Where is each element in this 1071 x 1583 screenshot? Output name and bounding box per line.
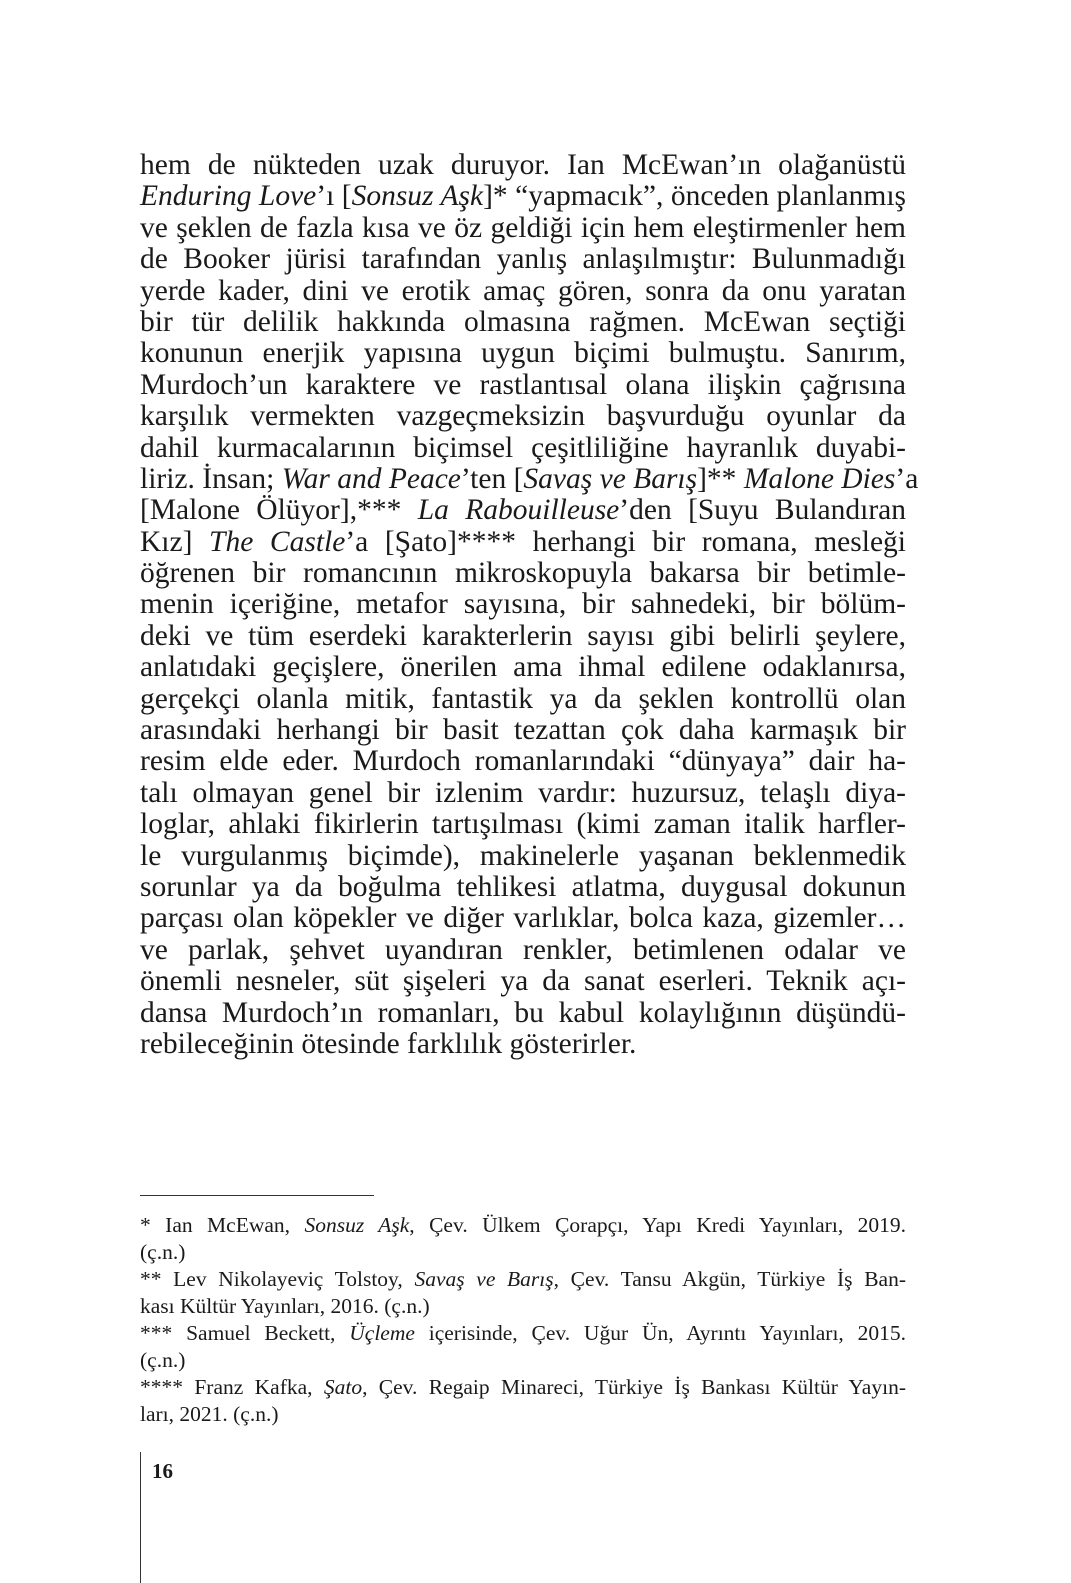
body-line xyxy=(140,1029,906,1060)
body-line xyxy=(140,903,906,934)
footnote-line xyxy=(140,1293,906,1320)
body-line xyxy=(140,462,919,495)
text-run: konunun enerjik yapısına uygun biçimi bulmuştu. Sanırım, xyxy=(140,337,906,370)
italic-title: Enduring Love xyxy=(140,180,317,213)
footnote-line xyxy=(140,1374,906,1401)
text-run: , Çev. Regaip Minareci, Türkiye İş Bankası Kültür Yayın- xyxy=(362,1375,906,1399)
body-line xyxy=(140,370,906,401)
body-line xyxy=(140,746,906,777)
body-line xyxy=(140,213,906,244)
text-run: ve şeklen de fazla kısa ve öz geldiği için hem eleştirmenler hem xyxy=(140,211,906,244)
body-line xyxy=(140,652,906,683)
text-run: liriz. İnsan; xyxy=(140,462,282,495)
footnote-line xyxy=(140,1320,906,1347)
text-run: önemli nesneler, süt şişeleri ya da sanat eserleri. Teknik açı- xyxy=(140,965,906,998)
text-run: rebileceğinin ötesinde farklılık gösterirler. xyxy=(140,1027,637,1060)
body-line xyxy=(140,181,906,212)
text-run: (ç.n.) xyxy=(140,1240,186,1264)
italic-title: Savaş ve Barış xyxy=(523,462,698,495)
body-line xyxy=(140,684,906,715)
text-run: Kız] xyxy=(140,525,210,558)
text-run: loglar, ahlaki fikirlerin tartışılması (kimi zaman italik harfler- xyxy=(140,808,906,841)
footnote-line xyxy=(140,1347,906,1374)
body-line xyxy=(140,841,906,872)
italic-title: Malone Dies xyxy=(743,462,896,495)
text-run: yerde kader, dini ve erotik amaç gören, sonra da onu yaratan xyxy=(140,274,906,307)
text-run: ’a xyxy=(895,462,919,495)
text-run: (ç.n.) xyxy=(140,1348,186,1372)
text-run: içerisinde, Çev. Uğur Ün, Ayrıntı Yayınları, 2015. xyxy=(414,1321,906,1345)
body-line xyxy=(140,778,906,809)
footnote-line xyxy=(140,1266,906,1293)
body-text xyxy=(140,149,919,1060)
italic-title: Savaş ve Barış xyxy=(414,1267,554,1291)
page-number: 16 xyxy=(152,1459,173,1483)
text-run: resim elde eder. Murdoch romanlarındaki “dünyaya” dair ha- xyxy=(140,745,906,778)
text-run: dahil kurmacalarının biçimsel çeşitliliğine hayranlık duyabi- xyxy=(140,431,906,464)
body-line xyxy=(140,338,906,369)
text-run: arasındaki herhangi bir basit tezattan çok daha karmaşık bir xyxy=(140,714,906,747)
italic-title: Şato xyxy=(323,1375,363,1399)
footnotes xyxy=(140,1212,906,1428)
text-run: öğrenen bir romancının mikroskopuyla bakarsa bir betimle- xyxy=(140,557,906,590)
text-run: ları, 2021. (ç.n.) xyxy=(140,1402,279,1426)
text-run: , Çev. Ülkem Çorapçı, Yapı Kredi Yayınları, 2019. xyxy=(409,1213,906,1237)
text-run: ]** xyxy=(697,462,744,495)
body-line xyxy=(140,935,906,966)
italic-title: War and Peace xyxy=(281,462,461,495)
body-line xyxy=(140,715,906,746)
text-run: bir tür delilik hakkında olmasına rağmen. McEwan seçtiği xyxy=(140,305,906,338)
body-line xyxy=(140,401,906,432)
text-run: , Çev. Tansu Akgün, Türkiye İş Ban- xyxy=(553,1267,906,1291)
text-run: hem de nükteden uzak duruyor. Ian McEwan’ın olağanüstü xyxy=(140,149,906,181)
body-line xyxy=(140,433,906,464)
body-line xyxy=(140,589,906,620)
italic-title: Üçleme xyxy=(349,1321,415,1345)
text-run: ]* “yapmacık”, önceden planlanmış xyxy=(483,180,907,213)
body-line xyxy=(140,621,906,652)
italic-title: La Rabouilleuse xyxy=(417,494,620,527)
text-run: karşılık vermekten vazgeçmeksizin başvurduğu oyunlar da xyxy=(140,400,906,433)
italic-title: Sonsuz Aşk xyxy=(351,180,484,213)
text-run: le vurgulanmış biçimde), makinelerle yaşanan beklenmedik xyxy=(140,839,906,872)
footnote-line xyxy=(140,1239,906,1266)
text-run: sorunlar ya da boğulma tehlikesi atlatma, duygusal dokunun xyxy=(140,870,906,903)
text-run: deki ve tüm eserdeki karakterlerin sayısı gibi belirli şeylere, xyxy=(140,619,906,652)
body-line xyxy=(140,150,906,181)
text-run: de Booker jürisi tarafından yanlış anlaşılmıştır: Bulunmadığı xyxy=(140,243,906,276)
footnote-line xyxy=(140,1212,906,1239)
text-run: kası Kültür Yayınları, 2016. (ç.n.) xyxy=(140,1294,430,1318)
text-run: parçası olan köpekler ve diğer varlıklar, bolca kaza, gizemler… xyxy=(140,902,906,935)
text-run: dansa Murdoch’ın romanları, bu kabul kolaylığının düşündü- xyxy=(140,996,906,1029)
text-run: * Ian McEwan, xyxy=(140,1213,305,1237)
body-line xyxy=(140,527,906,558)
text-run: Murdoch’un karaktere ve rastlantısal olana ilişkin çağrısına xyxy=(140,368,906,401)
text-run: ’ten [ xyxy=(460,462,524,495)
body-line xyxy=(140,998,906,1029)
body-line xyxy=(140,872,906,903)
text-run: **** Franz Kafka, xyxy=(140,1375,324,1399)
body-line xyxy=(140,809,906,840)
page-number-rule xyxy=(140,1452,141,1583)
italic-title: The Castle xyxy=(209,525,346,558)
footnote-line xyxy=(140,1401,906,1428)
footnote-separator xyxy=(140,1195,374,1196)
text-run: ’a [Şato]**** herhangi bir romana, mesleği xyxy=(345,525,906,558)
body-line xyxy=(140,244,906,275)
body-line xyxy=(140,495,906,526)
body-line xyxy=(140,307,906,338)
text-run: talı olmayan genel bir izlenim vardır: huzursuz, telaşlı diya- xyxy=(140,776,906,809)
text-run: ’den [Suyu Bulandıran xyxy=(619,494,907,527)
text-run: gerçekçi olanla mitik, fantastik ya da şeklen kontrollü olan xyxy=(140,682,906,715)
text-run: ve parlak, şehvet uyandıran renkler, betimlenen odalar ve xyxy=(140,933,906,966)
body-line xyxy=(140,966,906,997)
text-run: [Malone Ölüyor],*** xyxy=(140,494,418,527)
text-run: menin içeriğine, metafor sayısına, bir sahnedeki, bir bölüm- xyxy=(140,588,906,621)
body-line xyxy=(140,558,906,589)
text-run: *** Samuel Beckett, xyxy=(140,1321,350,1345)
text-run: ’ı [ xyxy=(316,180,352,213)
text-run: anlatıdaki geçişlere, önerilen ama ihmal edilene odaklanırsa, xyxy=(140,651,906,684)
body-line xyxy=(140,276,906,307)
text-run: ** Lev Nikolayeviç Tolstoy, xyxy=(140,1267,415,1291)
italic-title: Sonsuz Aşk xyxy=(304,1213,410,1237)
